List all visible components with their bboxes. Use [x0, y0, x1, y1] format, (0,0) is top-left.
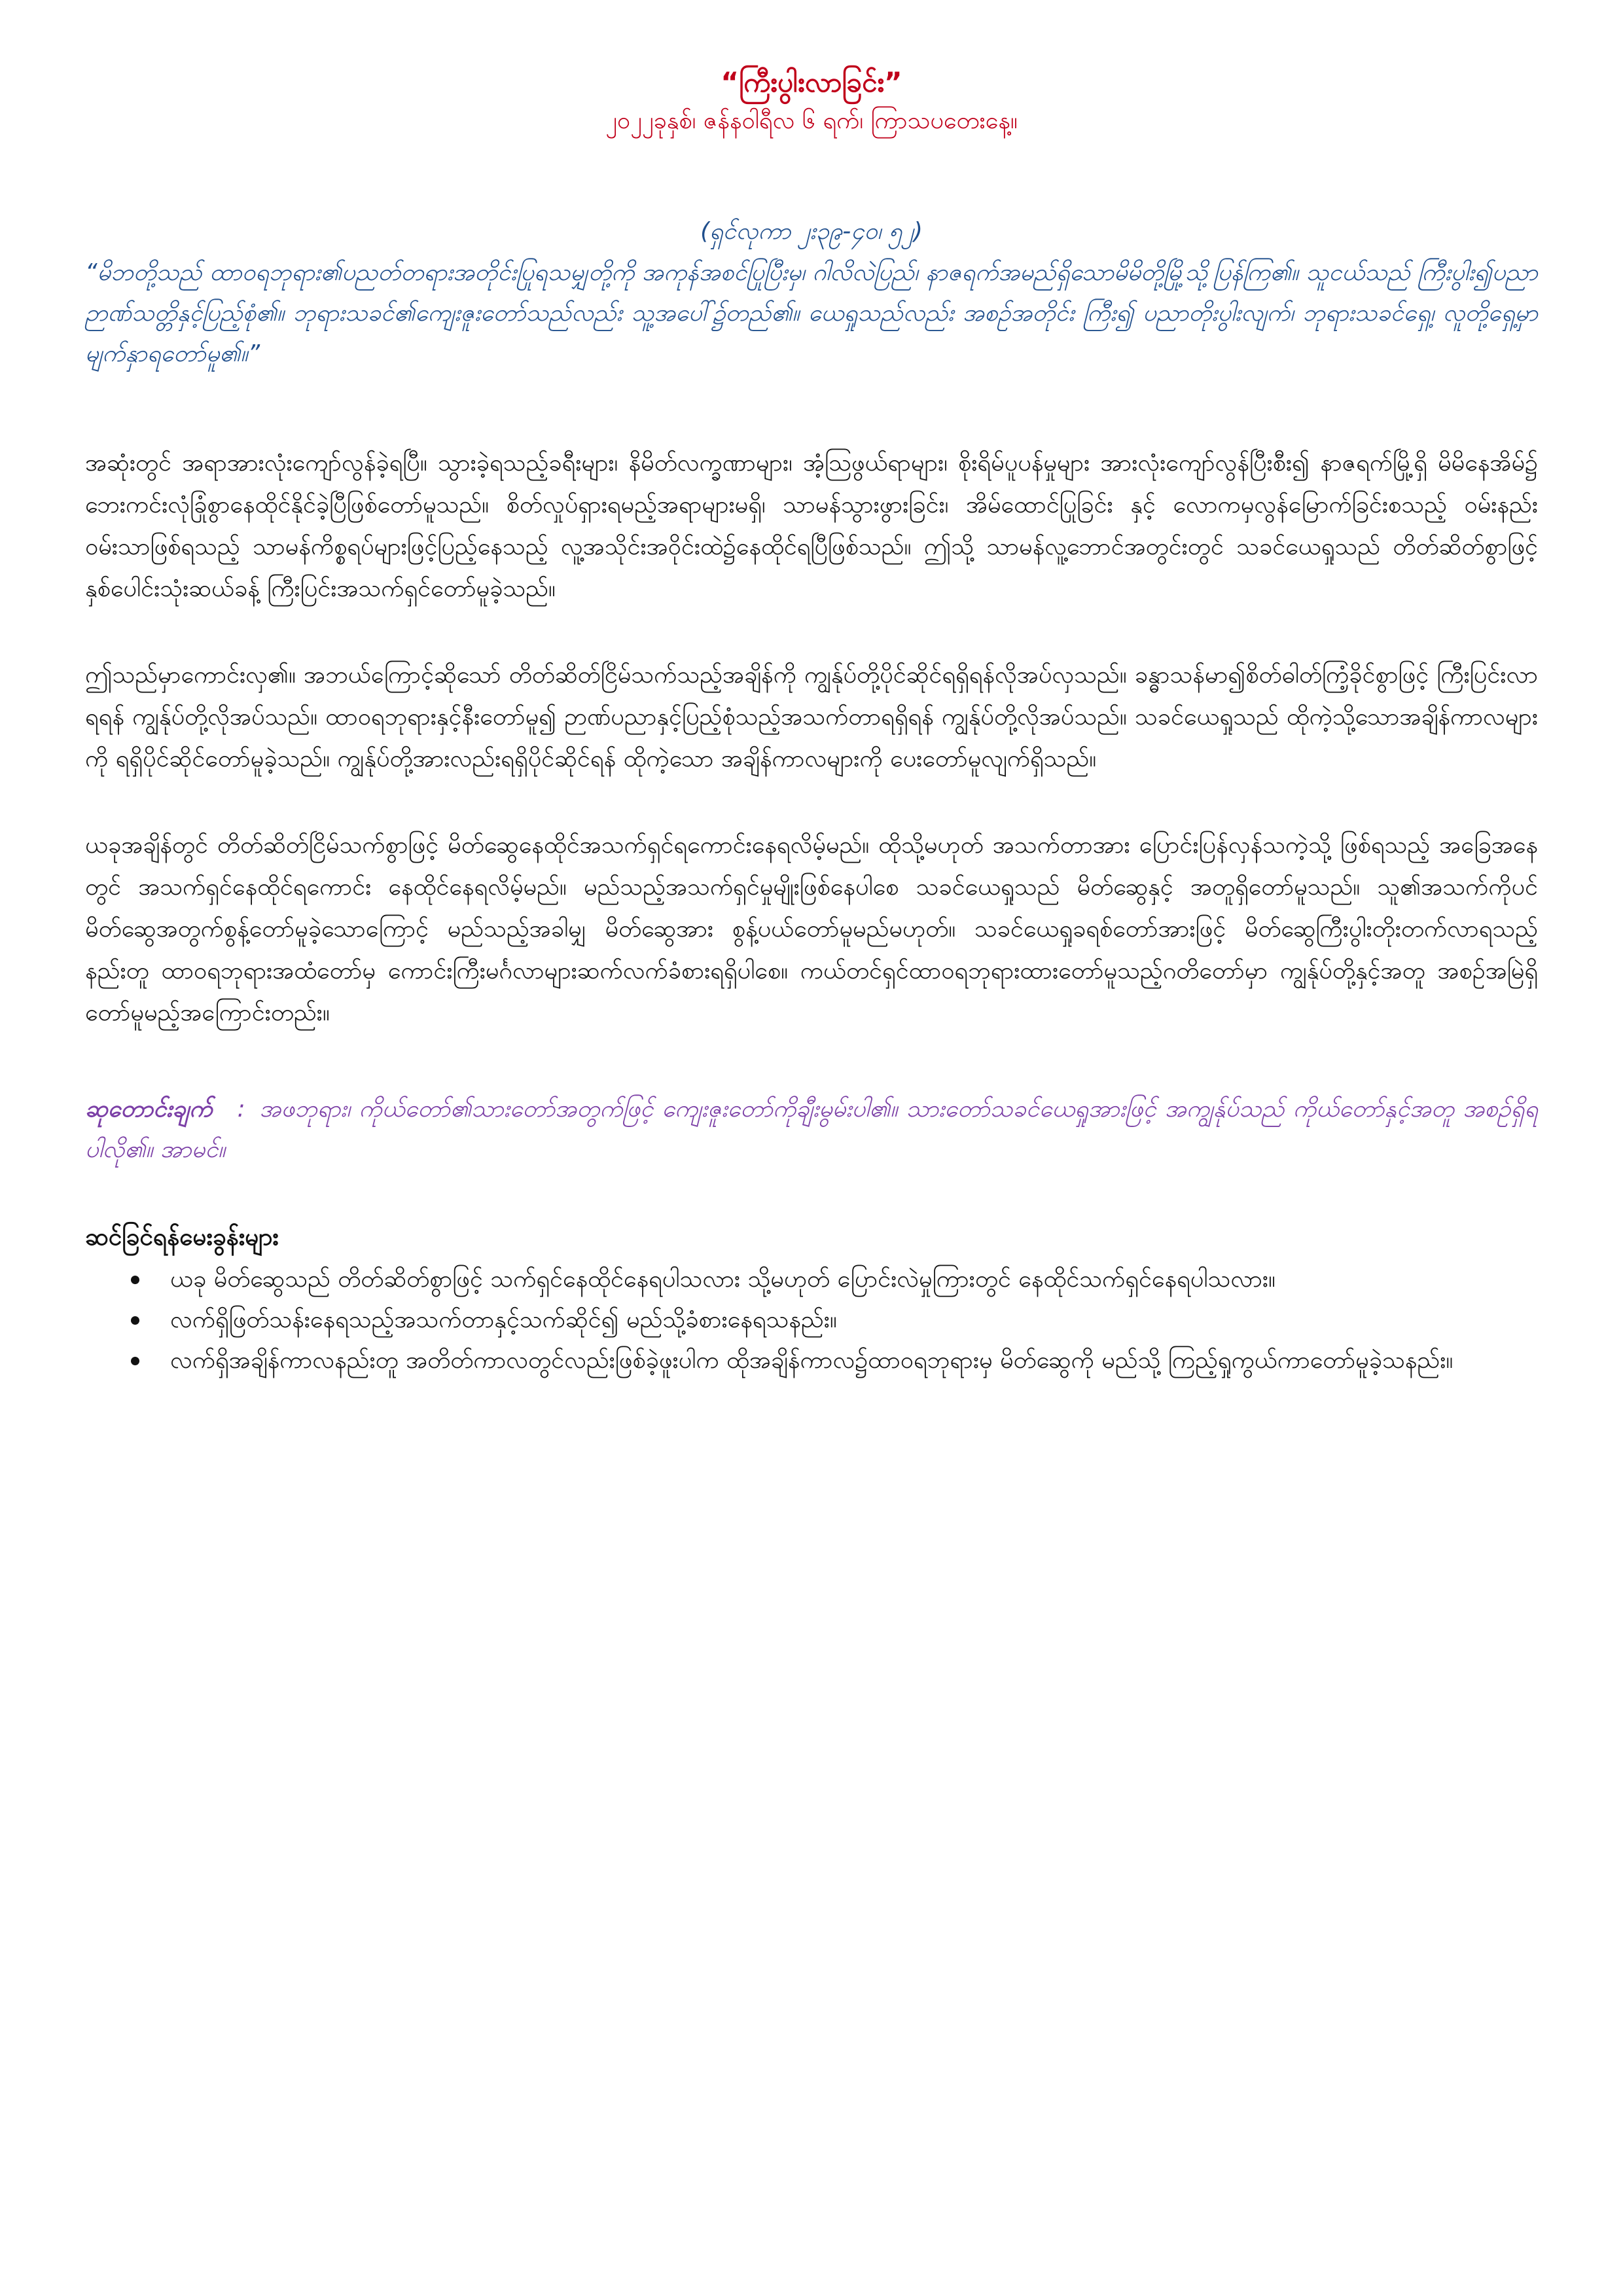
- list-item: [85, 1340, 1538, 1381]
- question-text: ယခု မိတ်ဆွေသည် တိတ်ဆိတ်စွာဖြင့် သက်ရှင်နေထိုင်နေရပါသလား သို့မဟုတ် ပြောင်းလဲမှုကြားတွင် နေထိုင်သက်ရှင်နေရပါသလား။: [170, 1266, 1275, 1293]
- date-line: ၂၀၂၂ခုနှစ်၊ ဇန်နဝါရီလ ၆ ရက်၊ ကြာသပတေးနေ့။: [605, 107, 1018, 134]
- question-text: လက်ရှိဖြတ်သန်းနေရသည့်အသက်တာနှင့်သက်ဆိုင်၍ မည်သို့ခံစားနေရသနည်း။: [170, 1306, 837, 1333]
- prayer-colon: :: [237, 1096, 245, 1122]
- bullet-icon: [131, 1357, 139, 1365]
- body-paragraph-1: အဆုံးတွင် အရာအားလုံးကျော်လွန်ခဲ့ရပြီ။ သွားခဲ့ရသည့်ခရီးများ၊ နိမိတ်လက္ခဏာများ၊ အံ့သြဖွယ်ရာများ၊ စိုးရိမ်ပူပန်မှုများ အားလုံးကျော်လွန်ပြီးစီး၍ နာဇရက်မြို့ရှိ မိမိနေအိမ်၌ ဘေးကင်းလုံခြုံစွာနေထိုင်နိုင်ခဲ့ပြီဖြစ်တော်မူသည်။ စိတ်လှုပ်ရှားရမည့်အရာများမရှိ၊ သာမန်သွားဖွားခြင်း၊ အိမ်ထောင်ပြုခြင်း နှင့် လောကမှလွန်မြောက်ခြင်းစသည့် ဝမ်းနည်းဝမ်းသာဖြစ်ရသည့် သာမန်ကိစ္စရပ်များဖြင့်ပြည့်နေသည့် လူ့အသိုင်းအဝိုင်းထဲ၌နေထိုင်ရပြီဖြစ်သည်။ ဤသို့ သာမန်လူ့ဘောင်အတွင်းတွင် သခင်ယေရှုသည် တိတ်ဆိတ်စွာဖြင့် နှစ်ပေါင်းသုံးဆယ်ခန့် ကြီးပြင်းအသက်ရှင်တော်မူခဲ့သည်။: [85, 450, 1538, 602]
- body-paragraph-2: ဤသည်မှာကောင်းလှ၏။ အဘယ်ကြောင့်ဆိုသော် တိတ်ဆိတ်ငြိမ်သက်သည့်အချိန်ကို ကျွန်ုပ်တို့ပိုင်ဆိုင်ရရှိရန်လိုအပ်လှသည်။ ခန္ဓာသန်မာ၍စိတ်ဓါတ်ကြံ့ခိုင်စွာဖြင့် ကြီးပြင်းလာရရန် ကျွန်ုပ်တို့လိုအပ်သည်။ ထာဝရဘုရားနှင့်နီးတော်မူ၍ ဉာဏ်ပညာနှင့်ပြည့်စုံသည့်အသက်တာရရှိရန် ကျွန်ုပ်တို့လိုအပ်သည်။ သခင်ယေရှုသည် ထိုကဲ့သို့သောအချိန်ကာလများကို ရရှိပိုင်ဆိုင်တော်မူခဲ့သည်။ ကျွန်ုပ်တို့အားလည်းရရှိပိုင်ဆိုင်ရန် ထိုကဲ့သော အချိန်ကာလများကို ပေးတော်မူလျက်ရှိသည်။: [85, 662, 1538, 772]
- devotion-title: “ကြီးပွါးလာခြင်း”: [721, 66, 902, 98]
- bullet-icon: [131, 1276, 139, 1284]
- questions-list: [85, 1259, 1538, 1381]
- list-item: [85, 1300, 1538, 1340]
- prayer-label: ဆုတောင်းချက်: [85, 1096, 213, 1122]
- bullet-icon: [131, 1316, 139, 1325]
- scripture-reference: (ရှင်လုကာ ၂း၃၉-၄၀၊ ၅၂): [700, 218, 923, 245]
- prayer-text: အဖဘုရား၊ ကိုယ်တော်၏သားတော်အတွက်ဖြင့် ကျေးဇူးတော်ကိုချီးမွမ်းပါ၏။ သားတော်သခင်ယေရှုအားဖြင့် အကျွန်ုပ်သည် ကိုယ်တော်နှင့်အတူ အစဉ်ရှိရပါလို၏။ အာမင်။: [85, 1096, 1538, 1163]
- body-paragraph-3: ယခုအချိန်တွင် တိတ်ဆိတ်ငြိမ်သက်စွာဖြင့် မိတ်ဆွေနေထိုင်အသက်ရှင်ရကောင်းနေရလိမ့်မည်။ ထိုသို့မဟုတ် အသက်တာအား ပြောင်းပြန်လှန်သကဲ့သို့ ဖြစ်ရသည့် အခြေအနေတွင် အသက်ရှင်နေထိုင်ရကောင်း နေထိုင်နေရလိမ့်မည်။ မည်သည့်အသက်ရှင်မှုမျိုးဖြစ်နေပါစေ သခင်ယေရှုသည် မိတ်ဆွေနှင့် အတူရှိတော်မူသည်။ သူ၏အသက်ကိုပင် မိတ်ဆွေအတွက်စွန့်တော်မူခဲ့သောကြောင့် မည်သည့်အခါမျှ မိတ်ဆွေအား စွန့်ပယ်တော်မူမည်မဟုတ်။ သခင်ယေရှုခရစ်တော်အားဖြင့် မိတ်ဆွေကြီးပွါးတိုးတက်လာရသည့်နည်းတူ ထာဝရဘုရားအထံတော်မှ ကောင်းကြီးမင်္ဂလာများဆက်လက်ခံစားရရှိပါစေ။ ကယ်တင်ရှင်ထာဝရဘုရားထားတော်မူသည့်ဂတိတော်မှာ ကျွန်ုပ်တို့နှင့်အတူ အစဉ်အမြဲရှိတော်မူမည့်အကြောင်းတည်း။: [85, 832, 1538, 1026]
- scripture-text: “မိဘတို့သည် ထာဝရဘုရား၏ပညတ်တရားအတိုင်းပြုရသမျှတို့ကို အကုန်အစင်ပြုပြီးမှ၊ ဂါလိလဲပြည်၊ နာဇရက်အမည်ရှိသောမိမိတို့မြို့သို့ပြန်ကြ၏။ သူငယ်သည် ကြီးပွါး၍ပညာဉာဏ်သတ္တိနှင့်ပြည့်စုံ၏။ ဘုရားသခင်၏ကျေးဇူးတော်သည်လည်း သူ့အပေါ်၌တည်၏။ ယေရှုသည်လည်း အစဉ်အတိုင်း ကြီး၍ ပညာတိုးပွါးလျက်၊ ဘုရားသခင်ရှေ့၊ လူတို့ရှေ့မှာ မျက်နှာရတော်မူ၏။”: [85, 259, 1538, 367]
- questions-heading: ဆင်ခြင်ရန်မေးခွန်းများ: [85, 1223, 279, 1251]
- list-item: [85, 1259, 1538, 1300]
- question-text: လက်ရှိအချိန်ကာလနည်းတူ အတိတ်ကာလတွင်လည်းဖြစ်ခဲ့ဖူးပါက ထိုအချိန်ကာလ၌ထာဝရဘုရားမှ မိတ်ဆွေကို မည်သို့ ကြည့်ရှုကွယ်ကာတော်မူခဲ့သနည်း။: [170, 1347, 1454, 1374]
- prayer-block: [85, 1089, 1538, 1170]
